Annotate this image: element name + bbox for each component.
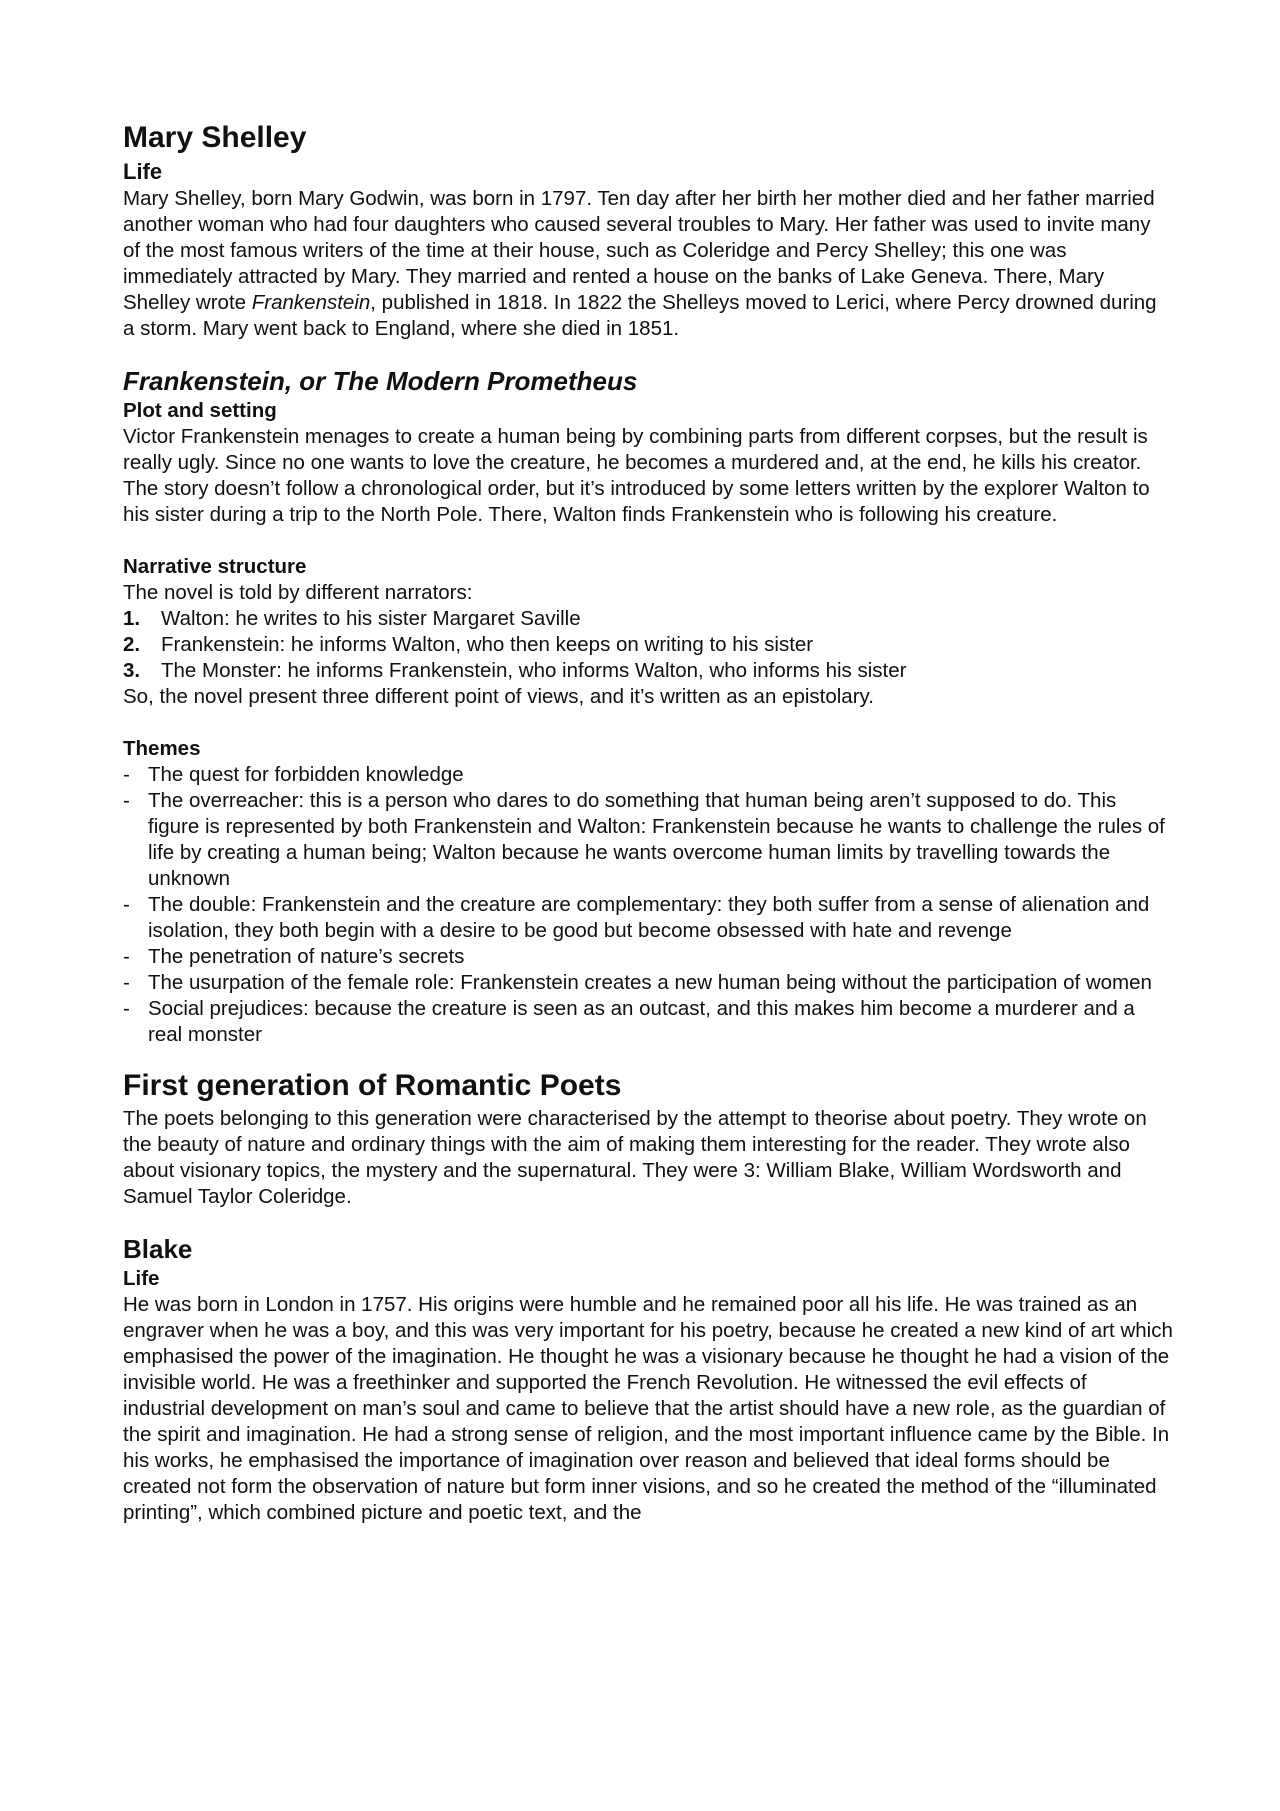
dash-bullet: -	[123, 789, 130, 812]
shelley-life-text-b: , published in 1818. In 1822 the Shelleys moved to Lerici, where Percy drowned during a storm. Mary went back to England, where she died in 1851.	[123, 291, 1157, 340]
section-title-blake: Blake	[123, 1234, 193, 1264]
dash-bullet: -	[123, 893, 130, 916]
list-item	[123, 658, 1173, 684]
narrative-outro: So, the novel present three different point of views, and it’s written as an epistolary.	[123, 685, 874, 708]
list-number: 2.	[123, 633, 141, 656]
dash-bullet: -	[123, 997, 130, 1020]
dash-bullet: -	[123, 971, 130, 994]
romantics-paragraph: The poets belonging to this generation were characterised by the attempt to theorise about poetry. They wrote on the beauty of nature and ordinary things with the aim of making them interesting for the reader. They wrote also about visionary topics, the mystery and the supernatural. They were 3: William Blake, William Wordsworth and Samuel Taylor Coleridge.	[123, 1107, 1147, 1208]
document-page	[123, 118, 1173, 1526]
section-title-romantic-poets: First generation of Romantic Poets	[123, 1069, 622, 1102]
list-text: The Monster: he informs Frankenstein, who informs Walton, who informs his sister	[161, 659, 907, 682]
subheading-life: Life	[123, 159, 163, 184]
shelley-life-paragraph	[123, 186, 1173, 342]
list-text: The double: Frankenstein and the creature are complementary: they both suffer from a sense of alienation and isolation, they both begin with a desire to be good but become obsessed with hate and revenge	[148, 893, 1150, 942]
subheading-narrative-structure: Narrative structure	[123, 555, 307, 578]
narrative-intro: The novel is told by different narrators:	[123, 581, 473, 604]
section-title-frankenstein: Frankenstein, or The Modern Prometheus	[123, 366, 638, 396]
subheading-themes: Themes	[123, 737, 201, 760]
blake-life-paragraph: He was born in London in 1757. His origins were humble and he remained poor all his life. He was trained as an engraver when he was a boy, and this was very important for his poetry, because he created a new kind of art which emphasised the power of the imagination. He thought he was a visionary because he thought he had a vision of the invisible world. He was a freethinker and supported the French Revolution. He witnessed the evil effects of industrial development on man’s soul and came to believe that the artist should have a new role, as the guardian of the spirit and imagination. He had a strong sense of religion, and the most important influence came by the Bible. In his works, he emphasised the importance of imagination over reason and believed that ideal forms should be created not form the observation of nature but form inner visions, and so he created the method of the “illuminated printing”, which combined picture and poetic text, and the	[123, 1293, 1173, 1524]
list-text: The penetration of nature’s secrets	[148, 945, 465, 968]
shelley-life-text-a: Mary Shelley, born Mary Godwin, was born in 1797. Ten day after her birth her mother died and her father married another woman who had four daughters who caused several troubles to Mary. Her father was used to invite many of the most famous writers of the time at their house, such as Coleridge and Percy Shelley; this one was immediately attracted by Mary. They married and rented a house on the banks of Lake Geneva. There, Mary Shelley wrote	[123, 187, 1155, 314]
list-text: Frankenstein: he informs Walton, who then keeps on writing to his sister	[161, 633, 814, 656]
plot-paragraph: Victor Frankenstein menages to create a human being by combining parts from different corpses, but the result is really ugly. Since no one wants to love the creature, he becomes a murdered and, at the end, he kills his creator. The story doesn’t follow a chronological order, but it’s introduced by some letters written by the explorer Walton to his sister during a trip to the North Pole. There, Walton finds Frankenstein who is following his creature.	[123, 425, 1150, 526]
list-text: The quest for forbidden knowledge	[148, 763, 464, 786]
dash-bullet: -	[123, 945, 130, 968]
list-text: Social prejudices: because the creature is seen as an outcast, and this makes him become a murderer and a real monster	[148, 997, 1135, 1046]
list-text: Walton: he writes to his sister Margaret Saville	[161, 607, 581, 630]
subheading-plot-setting: Plot and setting	[123, 399, 277, 422]
dash-bullet: -	[123, 763, 130, 786]
list-item	[123, 892, 1173, 944]
list-item	[123, 762, 1173, 788]
themes-list	[123, 762, 1173, 1048]
list-item	[123, 996, 1173, 1048]
list-item	[123, 788, 1173, 892]
list-item	[123, 606, 1173, 632]
narrator-list	[123, 606, 1173, 684]
list-number: 1.	[123, 607, 141, 630]
list-item	[123, 632, 1173, 658]
list-number: 3.	[123, 659, 141, 682]
list-text: The usurpation of the female role: Frankenstein creates a new human being without the participation of women	[148, 971, 1152, 994]
section-title-mary-shelley: Mary Shelley	[123, 121, 307, 154]
list-item	[123, 944, 1173, 970]
frankenstein-title-inline: Frankenstein	[251, 291, 371, 314]
list-text: The overreacher: this is a person who dares to do something that human being aren’t supposed to do. This figure is represented by both Frankenstein and Walton: Frankenstein because he wants to challenge the rules of life by creating a human being; Walton because he wants overcome human limits by travelling towards the unknown	[148, 789, 1165, 890]
subheading-blake-life: Life	[123, 1267, 160, 1290]
list-item	[123, 970, 1173, 996]
